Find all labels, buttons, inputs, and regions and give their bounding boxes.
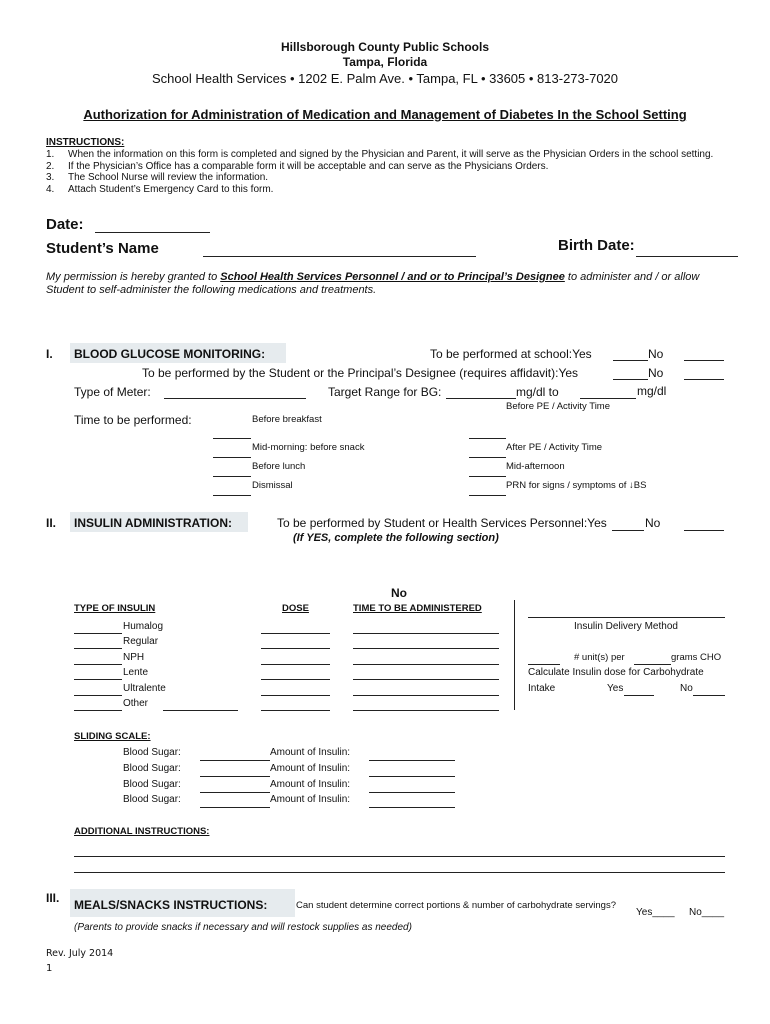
insulin-no-label: No bbox=[645, 516, 661, 530]
section-2-title: INSULIN ADMINISTRATION: bbox=[74, 516, 232, 530]
time-checkbox-line[interactable] bbox=[469, 476, 506, 477]
time-field[interactable] bbox=[353, 679, 499, 680]
intake-yes-field[interactable] bbox=[624, 695, 654, 696]
amount-insulin-label: Amount of Insulin: bbox=[270, 747, 351, 758]
target-low-field[interactable] bbox=[446, 398, 516, 399]
time-option-left: Mid-morning: before snack bbox=[252, 442, 365, 453]
additional-instructions-line[interactable] bbox=[74, 872, 725, 873]
time-option-left: Before lunch bbox=[252, 461, 306, 472]
instructions-list bbox=[46, 149, 713, 196]
org-name: Hillsborough County Public Schools bbox=[280, 40, 489, 54]
dose-field[interactable] bbox=[261, 664, 330, 665]
intake-no-label: No bbox=[680, 683, 693, 694]
insulin-check-line[interactable] bbox=[74, 664, 122, 665]
section-1-number: I. bbox=[46, 347, 53, 361]
time-field[interactable] bbox=[353, 633, 499, 634]
student-name-label: Student’s Name bbox=[46, 240, 159, 257]
insulin-check-line[interactable] bbox=[74, 695, 122, 696]
blood-sugar-label: Blood Sugar: bbox=[123, 763, 181, 774]
instruction-item: 1. When the information on this form is completed and signed by the Physician and Parent, it will serve as the Physician Orders in the school setting. bbox=[46, 149, 714, 160]
target-high-field[interactable] bbox=[580, 398, 636, 399]
time-option-right: Mid-afternoon bbox=[506, 461, 565, 472]
parents-note: (Parents to provide snacks if necessary and will restock supplies as needed) bbox=[74, 922, 412, 933]
time-checkbox-line[interactable] bbox=[213, 438, 251, 439]
amount-insulin-label: Amount of Insulin: bbox=[270, 779, 351, 790]
mgdl-to-label: mg/dl to bbox=[516, 385, 559, 399]
dose-field[interactable] bbox=[261, 633, 330, 634]
dose-field[interactable] bbox=[261, 710, 330, 711]
insulin-yes-field[interactable] bbox=[612, 530, 644, 531]
insulin-type: Other bbox=[123, 698, 149, 709]
amount-insulin-label: Amount of Insulin: bbox=[270, 794, 351, 805]
delivery-method-field[interactable] bbox=[528, 617, 725, 618]
form-title: Authorization for Administration of Medication and Management of Diabetes In the School Setting bbox=[83, 107, 687, 122]
insulin-check-line[interactable] bbox=[74, 710, 122, 711]
insulin-performed-yes-label: To be performed by Student or Health Services Personnel:Yes bbox=[277, 516, 607, 530]
section-3-number: III. bbox=[46, 891, 60, 905]
time-checkbox-line[interactable] bbox=[213, 457, 251, 458]
birth-date-label: Birth Date: bbox=[558, 237, 635, 254]
target-range-label: Target Range for BG: bbox=[328, 385, 442, 399]
sliding-scale-heading: SLIDING SCALE: bbox=[74, 731, 151, 742]
instruction-item: 4. Attach Student’s Emergency Card to this form. bbox=[46, 184, 274, 196]
amount-insulin-field[interactable] bbox=[369, 792, 455, 793]
time-option-right: After PE / Activity Time bbox=[506, 442, 603, 453]
amount-insulin-label: Amount of Insulin: bbox=[270, 763, 351, 774]
other-insulin-field[interactable] bbox=[163, 710, 238, 711]
at-school-no-label: No bbox=[648, 347, 664, 361]
time-checkbox-line[interactable] bbox=[469, 438, 506, 439]
insulin-check-line[interactable] bbox=[74, 679, 122, 680]
page-number: 1 bbox=[46, 963, 53, 974]
at-school-yes-label: To be performed at school:Yes bbox=[430, 347, 592, 361]
time-option-left: Before breakfast bbox=[252, 414, 322, 425]
permission-line-1: My permission is hereby granted to School Health Services Personnel / and or to Principal’s Designee to administer and / or allow bbox=[46, 271, 700, 283]
insulin-check-line[interactable] bbox=[74, 633, 122, 634]
intake-label: Intake bbox=[528, 683, 556, 694]
insulin-type: Regular bbox=[123, 636, 159, 647]
time-checkbox-line[interactable] bbox=[469, 495, 506, 496]
amount-insulin-field[interactable] bbox=[369, 760, 455, 761]
time-checkbox-line[interactable] bbox=[469, 457, 506, 458]
meals-no[interactable]: No____ bbox=[689, 907, 725, 918]
blood-sugar-label: Blood Sugar: bbox=[123, 779, 181, 790]
amount-insulin-field[interactable] bbox=[369, 807, 455, 808]
insulin-no-field[interactable] bbox=[684, 530, 724, 531]
time-field[interactable] bbox=[353, 695, 499, 696]
dose-field[interactable] bbox=[261, 695, 330, 696]
date-label: Date: bbox=[46, 216, 84, 233]
time-field[interactable] bbox=[353, 710, 499, 711]
time-checkbox-line[interactable] bbox=[213, 476, 251, 477]
insulin-type: NPH bbox=[123, 652, 145, 663]
calc-insulin-label: Calculate Insulin dose for Carbohydrate bbox=[528, 667, 704, 678]
if-yes-note: (If YES, complete the following section) bbox=[293, 532, 499, 544]
intake-no-field[interactable] bbox=[693, 695, 725, 696]
revision-date: Rev. July 2014 bbox=[46, 948, 114, 959]
org-address: School Health Services • 1202 E. Palm Ave. • Tampa, FL • 33605 • 813-273-7020 bbox=[151, 71, 619, 86]
col-time-administered: TIME TO BE ADMINISTERED bbox=[353, 603, 482, 614]
insulin-type: Lente bbox=[123, 667, 149, 678]
instruction-item: 3. The School Nurse will review the information. bbox=[46, 172, 269, 184]
table-divider bbox=[514, 600, 515, 710]
insulin-type: Ultralente bbox=[123, 683, 166, 694]
mgdl-label: mg/dl bbox=[637, 384, 667, 398]
units-per-label: # unit(s) per bbox=[574, 652, 625, 663]
time-field[interactable] bbox=[353, 648, 499, 649]
additional-instructions-line[interactable] bbox=[74, 856, 725, 857]
meter-field[interactable] bbox=[164, 398, 306, 399]
blood-sugar-field[interactable] bbox=[200, 792, 270, 793]
instruction-item: 2. If the Physician’s Office has a comparable form it will be acceptable and can serve as the Physicians Orders. bbox=[46, 160, 549, 172]
section-1-title: BLOOD GLUCOSE MONITORING: bbox=[74, 347, 266, 361]
col-dose: DOSE bbox=[282, 603, 309, 614]
meals-question: Can student determine correct portions & number of carbohydrate servings? bbox=[296, 900, 616, 911]
by-student-no-label: No bbox=[648, 366, 664, 380]
time-option-left: Dismissal bbox=[252, 480, 293, 491]
blood-sugar-label: Blood Sugar: bbox=[123, 747, 181, 758]
amount-insulin-field[interactable] bbox=[369, 776, 455, 777]
blood-sugar-field[interactable] bbox=[200, 776, 270, 777]
by-student-yes-field[interactable] bbox=[613, 379, 648, 380]
by-student-no-field[interactable] bbox=[684, 379, 724, 380]
meals-yes[interactable]: Yes____ bbox=[636, 907, 675, 918]
time-field[interactable] bbox=[353, 664, 499, 665]
delivery-method-label: Insulin Delivery Method bbox=[574, 621, 678, 632]
by-student-yes-label: To be performed by the Student or the Principal’s Designee (requires affidavit):Yes bbox=[142, 366, 579, 380]
org-city: Tampa, Florida bbox=[342, 55, 428, 69]
instructions-heading: INSTRUCTIONS: bbox=[46, 137, 125, 148]
at-school-yes-field[interactable] bbox=[613, 360, 648, 361]
date-field[interactable] bbox=[95, 232, 210, 233]
time-checkbox-line[interactable] bbox=[213, 495, 251, 496]
insulin-type: Humalog bbox=[123, 621, 164, 632]
time-performed-label: Time to be performed: bbox=[74, 413, 192, 427]
units-field[interactable] bbox=[528, 664, 560, 665]
birth-date-field[interactable] bbox=[636, 256, 738, 257]
no-heading: No bbox=[391, 586, 407, 600]
blood-sugar-label: Blood Sugar: bbox=[123, 794, 181, 805]
col-type-insulin: TYPE OF INSULIN bbox=[74, 603, 156, 614]
student-name-field[interactable] bbox=[203, 256, 476, 257]
section-3-title: MEALS/SNACKS INSTRUCTIONS: bbox=[74, 898, 268, 912]
section-2-number: II. bbox=[46, 516, 57, 530]
time-option-right: PRN for signs / symptoms of ↓BS bbox=[506, 480, 647, 491]
intake-yes-label: Yes bbox=[607, 683, 624, 694]
dose-field[interactable] bbox=[261, 679, 330, 680]
permission-line-2: Student to self-administer the following medications and treatments. bbox=[46, 284, 377, 296]
blood-sugar-field[interactable] bbox=[200, 807, 270, 808]
insulin-check-line[interactable] bbox=[74, 648, 122, 649]
blood-sugar-field[interactable] bbox=[200, 760, 270, 761]
at-school-no-field[interactable] bbox=[684, 360, 724, 361]
grams-field[interactable] bbox=[634, 664, 671, 665]
additional-instructions-heading: ADDITIONAL INSTRUCTIONS: bbox=[74, 826, 210, 837]
time-option-right: Before PE / Activity Time bbox=[506, 401, 611, 412]
dose-field[interactable] bbox=[261, 648, 330, 649]
grams-cho-label: grams CHO bbox=[671, 652, 722, 663]
meter-label: Type of Meter: bbox=[74, 385, 151, 399]
